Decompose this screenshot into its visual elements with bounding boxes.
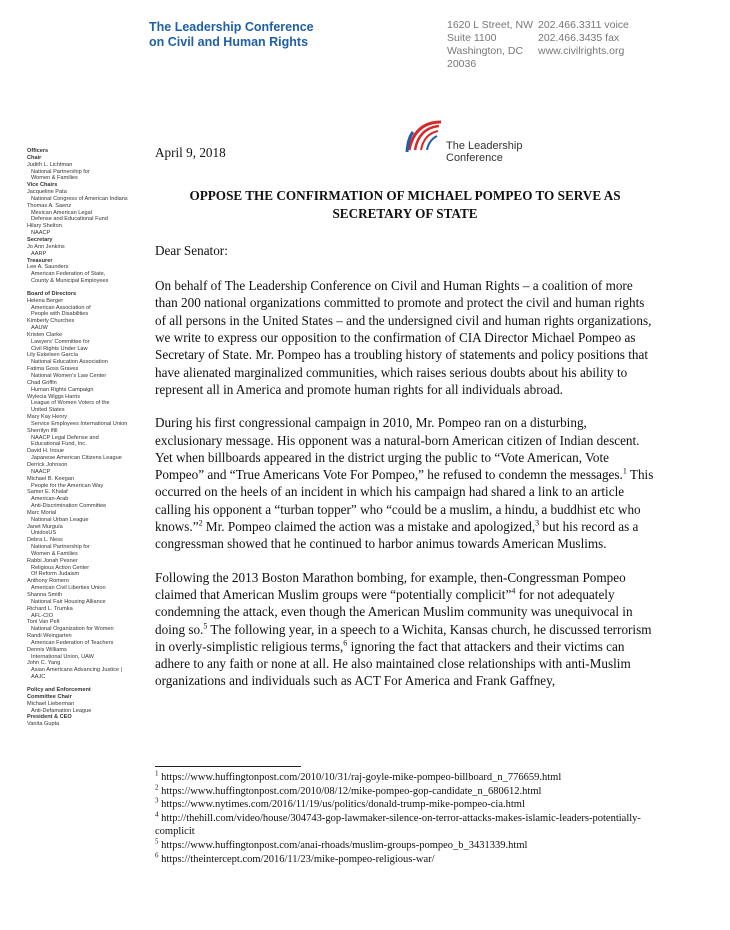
sidebar-affiliation: National Women's Law Center	[31, 373, 107, 379]
sidebar-person: Marc Morial	[27, 509, 57, 516]
sidebar-section-heading: Vice Chairs	[27, 182, 58, 189]
sidebar-person: Vanita Gupta	[27, 721, 60, 728]
sidebar-person: Jo Ann Jenkins	[27, 243, 65, 250]
footnote	[155, 812, 655, 839]
organization-name	[149, 20, 314, 50]
sidebar-section-heading: President & CEO	[27, 714, 72, 721]
paragraph-3-text: for not adequately condemning the attack, even though the American Muslim community was unequivocal in doing so.	[155, 586, 633, 637]
sidebar-person: Judith L. Lichtman	[27, 161, 73, 168]
letter-date: April 9, 2018	[155, 145, 226, 160]
sidebar-affiliation: League of Women Voters of the	[31, 400, 110, 407]
officers-sidebar	[27, 148, 147, 728]
paragraph-1: On behalf of The Leadership Conference on Civil and Human Rights – a coalition of more than 200 national organizations committed to promote and protect the civil and human rights of all persons in the United States – and the undersigned civil and human rights organizations, we write to express our opposition to the confirmation of CIA Director Michael Pompeo as Secretary of State. Mr. Pompeo has a troubling history of statements and policy positions that have alienated marginalized communities, which raises serious doubts about his ability to represent all in America and promote human rights for all individuals abroad.	[155, 278, 652, 397]
paragraph-2-text: This occurred on the heels of an incident in which his campaign had shared a link to an article calling his opponent a “turban topper” who “could be a muslim, a hindu, a buddhist etc who knows.”	[155, 467, 654, 535]
footnote	[155, 798, 655, 812]
sidebar-affiliation: Women & Families	[31, 550, 78, 557]
sidebar-affiliation: County & Municipal Employees	[31, 278, 109, 285]
sidebar-person: Fatima Goss Graves	[27, 366, 79, 373]
sidebar-person: Chad Griffin	[27, 379, 57, 386]
phone-voice: 202.466.3311 voice	[538, 19, 629, 31]
sidebar-affiliation: AAJC	[31, 674, 46, 681]
footnote-link[interactable]: https://www.huffingtonpost.com/anai-rhoads/muslim-groups-pompeo_b_3431339.html	[158, 839, 528, 851]
footnote-link[interactable]: https://www.huffingtonpost.com/2010/10/31/raj-goyle-mike-pompeo-billboard_n_776659.html	[158, 772, 562, 783]
sidebar-affiliation: Religious Action Center	[31, 564, 90, 571]
sidebar-person: Kristen Clarke	[27, 331, 63, 338]
sidebar-person: Mary Kay Henry	[27, 414, 68, 421]
sidebar-person: Randi Weingarten	[27, 633, 72, 640]
sidebar-person: Sherrilyn Ifill	[27, 427, 58, 434]
footnote-link[interactable]: http://thehill.com/video/house/304743-gop-lawmaker-silence-on-terror-attacks-makes-islamic-leaders-potentially-complicit	[155, 812, 641, 838]
sidebar-section-heading: Secretary	[27, 236, 53, 243]
sidebar-person: Michael B. Keegan	[27, 475, 74, 482]
sidebar-affiliation: National Urban League	[31, 516, 89, 523]
paragraph-2-text: Mr. Pompeo claimed the action was a mistake and apologized,	[202, 519, 536, 535]
org-name-line-1: The Leadership Conference	[149, 20, 314, 34]
sidebar-affiliation: AARP	[31, 250, 47, 257]
sidebar-affiliation: Anti-Defamation League	[31, 707, 92, 714]
address-line: 1620 L Street, NW	[447, 19, 533, 31]
sidebar-person: Wylecia Wiggs Harris	[27, 393, 81, 400]
letter-body	[155, 144, 655, 706]
address-line: Suite 1100	[447, 32, 497, 44]
sidebar-person: Toni Van Pelt	[27, 619, 60, 626]
sidebar-person: Michael Lieberman	[27, 700, 75, 707]
sidebar-affiliation: People with Disabilities	[31, 311, 89, 318]
sidebar-person: Dennis Williams	[27, 646, 67, 653]
footnote-link[interactable]: https://theintercept.com/2016/11/23/mike-pompeo-religious-war/	[158, 853, 435, 865]
sidebar-section-heading: Board of Directors	[27, 290, 77, 297]
title-line-1: OPPOSE THE CONFIRMATION OF MICHAEL POMPEO TO SERVE AS	[189, 188, 621, 204]
paragraph-2-text: but his record as a congressman showed that he continued to harbor animus towards American Muslims.	[155, 519, 639, 552]
paragraph-3-text: Following the 2013 Boston Marathon bombing, for example, then-Congressman Pompeo claimed that American Muslim groups were “potentially complicit”	[155, 569, 626, 602]
sidebar-person: Anthony Romero	[27, 578, 69, 585]
sidebar-affiliation: Of Reform Judaism	[31, 571, 80, 578]
sidebar-affiliation: American Federation of Teachers	[31, 639, 114, 646]
sidebar-affiliation: National Fair Housing Alliance	[31, 598, 106, 605]
sidebar-affiliation: National Partnership for	[31, 168, 90, 175]
footnotes	[155, 771, 655, 866]
address-line: 20036	[447, 58, 477, 70]
sidebar-affiliation: NAACP	[31, 230, 51, 237]
footnote	[155, 771, 655, 785]
footnote-ref: 6	[343, 638, 348, 648]
sidebar-section-heading: Committee Chair	[27, 693, 72, 700]
footnote-number: 5	[155, 837, 159, 846]
footnote-ref: 3	[535, 518, 540, 528]
paragraph-3-text: The following year, in a speech to a Wichita, Kansas church, he discussed terrorism in overly-simplistic religious terms,	[155, 621, 652, 654]
sidebar-person: John C. Yang	[27, 660, 61, 667]
sidebar-affiliation: International Union, UAW	[31, 653, 94, 660]
sidebar-affiliation: Mexican American Legal	[31, 209, 92, 216]
sidebar-affiliation: Educational Fund, Inc.	[31, 441, 87, 448]
sidebar-person: David H. Inoue	[27, 448, 65, 455]
sidebar-section-heading: Officers	[27, 148, 49, 154]
sidebar-affiliation: NAACP Legal Defense and	[31, 434, 99, 441]
sidebar-person: Lee A. Saunders	[27, 264, 69, 271]
sidebar-person: Rabbi Jonah Pesner	[27, 557, 78, 564]
mailing-address	[447, 19, 533, 71]
title-line-2: SECRETARY OF STATE	[332, 205, 478, 221]
sidebar-section-heading: Policy and Enforcement	[27, 686, 91, 693]
sidebar-person: Lily Eskelsen García	[27, 352, 78, 359]
sidebar-affiliation: People for the American Way	[31, 482, 104, 489]
footnote-ref: 4	[511, 586, 516, 596]
sidebar-affiliation: American Civil Liberties Union	[31, 585, 106, 592]
footnote	[155, 785, 655, 799]
sidebar-affiliation: Japanese American Citizens League	[31, 455, 122, 462]
sidebar-person: Hilary Shelton	[27, 223, 62, 230]
sidebar-person: Thomas A. Saenz	[27, 202, 72, 209]
sidebar-affiliation: Women & Families	[31, 175, 78, 182]
paragraph-3-text: ignoring the fact that attackers and their victims can adhere to any faith or none at all. He also maintained close relationships with anti-Muslim organizations and individuals such as ACT For America and Frank Gaffney,	[155, 638, 631, 689]
footnote-number: 4	[155, 810, 159, 819]
sidebar-person: Helena Berger	[27, 297, 64, 304]
sidebar-person: Kimberly Churches	[27, 318, 75, 325]
salutation: Dear Senator:	[155, 242, 228, 258]
logo-text-line-1: The Leadership	[446, 140, 523, 152]
sidebar-affiliation: National Partnership for	[31, 544, 90, 551]
sidebar-person: Jacqueline Pata	[27, 189, 67, 196]
paragraph-3	[155, 569, 655, 690]
letter-title	[155, 187, 655, 222]
sidebar-affiliation: Lawyers' Committee for	[31, 338, 90, 345]
footnote	[155, 839, 655, 853]
address-line: Washington, DC	[447, 45, 524, 57]
contact-info	[538, 19, 629, 58]
footnote-ref: 1	[622, 466, 627, 476]
sidebar-affiliation: UnidosUS	[31, 530, 57, 537]
sidebar-affiliation: Civil Rights Under Law	[31, 345, 88, 352]
sidebar-affiliation: Service Employees International Union	[31, 420, 128, 427]
footnote-divider	[155, 766, 301, 767]
sidebar-affiliation: American-Arab	[31, 496, 69, 503]
sidebar-affiliation: Anti-Discrimination Committee	[31, 503, 107, 510]
sidebar-affiliation: Defense and Educational Fund	[31, 216, 108, 223]
sidebar-affiliation: Human Rights Campaign	[31, 386, 94, 393]
sidebar-person: Debra L. Ness	[27, 537, 63, 544]
sidebar-affiliation: National Education Association	[31, 359, 108, 366]
sidebar-person: Richard L. Trumka	[27, 605, 73, 612]
footnote-ref: 5	[203, 621, 208, 631]
org-name-line-2: on Civil and Human Rights	[149, 35, 309, 49]
sidebar-person: Samer E. Khalaf	[27, 489, 68, 496]
sidebar-section-heading: Treasurer	[27, 257, 53, 264]
footnote-number: 6	[155, 851, 159, 860]
footnote-link[interactable]: https://www.nytimes.com/2016/11/19/us/politics/donald-trump-mike-pompeo-cia.html	[158, 799, 525, 811]
sidebar-affiliation: Asian Americans Advancing Justice |	[31, 667, 122, 674]
sidebar-affiliation: National Organization for Women	[31, 626, 114, 633]
sidebar-affiliation: National Congress of American Indians	[31, 195, 128, 202]
footnote-number: 2	[155, 783, 159, 792]
footnote	[155, 853, 655, 867]
phone-fax: 202.466.3435 fax	[538, 32, 620, 44]
logo-text-line-2: Conference	[446, 152, 503, 164]
sidebar-affiliation: AFL-CIO	[31, 612, 54, 619]
website: www.civilrights.org	[538, 45, 625, 57]
sidebar-affiliation: AAUW	[31, 325, 48, 332]
sidebar-affiliation: American Federation of State,	[31, 271, 106, 278]
sidebar-person: Derrick Johnson	[27, 461, 68, 468]
sidebar-affiliation: NAACP	[31, 468, 51, 475]
sidebar-person: Janet Murguía	[27, 523, 63, 530]
footnote-number: 3	[155, 796, 159, 805]
paragraph-2	[155, 414, 655, 552]
sidebar-section-heading: Chair	[27, 154, 42, 161]
footnote-ref: 2	[198, 518, 203, 528]
sidebar-person: Shanna Smith	[27, 592, 63, 598]
footnote-link[interactable]: https://www.huffingtonpost.com/2010/08/12/mike-pompeo-gop-candidate_n_680612.html	[158, 785, 542, 797]
paragraph-2-text: During his first congressional campaign in 2010, Mr. Pompeo ran on a disturbing, exclusionary message. His opponent was a natural-born American citizen of Indian descent. Yet when billboards appeared in the district urging the public to “Vote American, Vote Pompeo” and “True Americans Vote For Pompeo,” he refused to condemn the messages.	[155, 415, 640, 483]
footnote-number: 1	[155, 769, 159, 778]
sidebar-affiliation: United States	[31, 407, 65, 414]
sidebar-affiliation: American Association of	[31, 304, 91, 311]
